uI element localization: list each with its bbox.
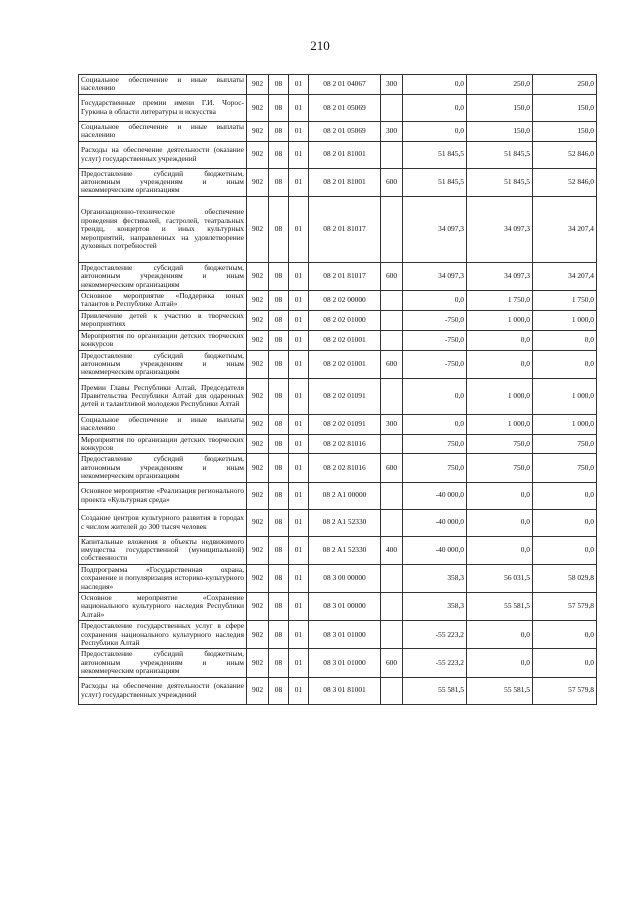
row-value-2: 55 581,5 — [467, 593, 533, 621]
row-section: 08 — [269, 509, 289, 536]
row-subsection: 01 — [289, 677, 309, 704]
row-target-article: 08 2 02 81016 — [309, 434, 381, 454]
row-expense-type — [381, 94, 403, 121]
row-section: 08 — [269, 649, 289, 677]
row-admin-code: 902 — [247, 310, 269, 330]
row-subsection: 01 — [289, 621, 309, 649]
row-value-1: 0,0 — [403, 414, 467, 434]
row-value-2: 34 097,3 — [467, 262, 533, 290]
row-expense-type — [381, 621, 403, 649]
row-target-article: 08 2 01 81017 — [309, 196, 381, 262]
row-value-1: 0,0 — [403, 121, 467, 141]
row-value-3: 750,0 — [533, 434, 597, 454]
row-name: Капитальные вложения в объекты недвижимого имущества государственной (муниципальной) собственности — [79, 536, 247, 564]
table-row — [79, 593, 597, 621]
row-section: 08 — [269, 196, 289, 262]
row-target-article: 08 2 A1 52330 — [309, 536, 381, 564]
row-value-1: 0,0 — [403, 94, 467, 121]
row-target-article: 08 3 00 00000 — [309, 564, 381, 592]
row-name: Социальное обеспечение и иные выплаты населению — [79, 121, 247, 141]
row-name: Расходы на обеспечение деятельности (оказание услуг) государственных учреждений — [79, 141, 247, 168]
table-row — [79, 262, 597, 290]
row-target-article: 08 2 02 81016 — [309, 454, 381, 482]
row-admin-code: 902 — [247, 454, 269, 482]
row-value-1: 750,0 — [403, 434, 467, 454]
row-admin-code: 902 — [247, 378, 269, 414]
table-row — [79, 414, 597, 434]
row-admin-code: 902 — [247, 564, 269, 592]
row-value-2: 51 845,5 — [467, 141, 533, 168]
row-subsection: 01 — [289, 434, 309, 454]
row-admin-code: 902 — [247, 330, 269, 350]
row-admin-code: 902 — [247, 414, 269, 434]
row-value-2: 0,0 — [467, 330, 533, 350]
row-value-3: 150,0 — [533, 94, 597, 121]
row-name: Мероприятия по организации детских творческих конкурсов — [79, 330, 247, 350]
row-value-1: -55 223,2 — [403, 621, 467, 649]
row-target-article: 08 2 02 01000 — [309, 310, 381, 330]
row-expense-type — [381, 509, 403, 536]
row-admin-code: 902 — [247, 434, 269, 454]
row-section: 08 — [269, 454, 289, 482]
row-value-2: 1 000,0 — [467, 414, 533, 434]
row-name: Основное мероприятие «Реализация регионального проекта «Культурная среда» — [79, 482, 247, 509]
row-value-3: 1 000,0 — [533, 378, 597, 414]
table-row — [79, 509, 597, 536]
row-name: Создание центров культурного развития в городах с числом жителей до 300 тысяч человек — [79, 509, 247, 536]
row-subsection: 01 — [289, 414, 309, 434]
row-subsection: 01 — [289, 482, 309, 509]
row-value-2: 0,0 — [467, 536, 533, 564]
row-value-2: 55 581,5 — [467, 677, 533, 704]
table-row — [79, 121, 597, 141]
row-subsection: 01 — [289, 168, 309, 196]
table-row — [79, 94, 597, 121]
row-section: 08 — [269, 621, 289, 649]
row-value-1: 750,0 — [403, 454, 467, 482]
row-section: 08 — [269, 310, 289, 330]
row-value-1: 34 097,3 — [403, 196, 467, 262]
row-admin-code: 902 — [247, 350, 269, 378]
row-value-1: 55 581,5 — [403, 677, 467, 704]
row-value-1: -750,0 — [403, 330, 467, 350]
row-section: 08 — [269, 168, 289, 196]
row-value-2: 1 000,0 — [467, 378, 533, 414]
row-value-3: 0,0 — [533, 536, 597, 564]
row-value-1: 51 845,5 — [403, 168, 467, 196]
row-value-2: 0,0 — [467, 509, 533, 536]
row-subsection: 01 — [289, 121, 309, 141]
table-row — [79, 196, 597, 262]
row-name: Социальное обеспечение и иные выплаты населению — [79, 75, 247, 95]
row-name: Социальное обеспечение и иные выплаты населению — [79, 414, 247, 434]
row-value-3: 0,0 — [533, 509, 597, 536]
row-value-3: 0,0 — [533, 482, 597, 509]
row-admin-code: 902 — [247, 291, 269, 311]
row-value-1: -40 000,0 — [403, 536, 467, 564]
row-admin-code: 902 — [247, 121, 269, 141]
row-value-2: 51 845,5 — [467, 168, 533, 196]
row-expense-type: 600 — [381, 168, 403, 196]
row-admin-code: 902 — [247, 536, 269, 564]
row-value-2: 150,0 — [467, 121, 533, 141]
row-admin-code: 902 — [247, 196, 269, 262]
row-admin-code: 902 — [247, 482, 269, 509]
row-admin-code: 902 — [247, 621, 269, 649]
row-section: 08 — [269, 262, 289, 290]
row-section: 08 — [269, 330, 289, 350]
row-admin-code: 902 — [247, 509, 269, 536]
row-target-article: 08 2 02 01091 — [309, 414, 381, 434]
row-name: Премии Главы Республики Алтай, Председателя Правительства Республики Алтай для одаренных детей и талантливой молодежи Республики Алтай — [79, 378, 247, 414]
row-value-3: 750,0 — [533, 454, 597, 482]
table-row — [79, 378, 597, 414]
row-target-article: 08 2 A1 00000 — [309, 482, 381, 509]
row-value-1: -750,0 — [403, 310, 467, 330]
row-admin-code: 902 — [247, 677, 269, 704]
row-expense-type: 600 — [381, 262, 403, 290]
row-value-3: 57 579,8 — [533, 593, 597, 621]
row-subsection: 01 — [289, 94, 309, 121]
row-section: 08 — [269, 414, 289, 434]
table-row — [79, 291, 597, 311]
row-name: Предоставление субсидий бюджетным, автономным учреждениям и иным некоммерческим организациям — [79, 649, 247, 677]
row-section: 08 — [269, 482, 289, 509]
row-target-article: 08 3 01 00000 — [309, 593, 381, 621]
row-section: 08 — [269, 677, 289, 704]
row-section: 08 — [269, 75, 289, 95]
row-value-3: 0,0 — [533, 621, 597, 649]
row-expense-type — [381, 330, 403, 350]
row-name: Предоставление государственных услуг в сфере сохранения национального культурного наследия Республики Алтай — [79, 621, 247, 649]
row-subsection: 01 — [289, 378, 309, 414]
table-row — [79, 564, 597, 592]
row-name: Организационно-техническое обеспечение проведения фестивалей, гастролей, театральных трендц, концертов и иных культурных мероприятий, направленных на удовлетворение духовных потребностей — [79, 196, 247, 262]
row-expense-type: 600 — [381, 454, 403, 482]
row-expense-type: 300 — [381, 75, 403, 95]
row-admin-code: 902 — [247, 262, 269, 290]
row-value-3: 58 029,8 — [533, 564, 597, 592]
row-value-1: -40 000,0 — [403, 482, 467, 509]
row-value-1: -55 223,2 — [403, 649, 467, 677]
row-name: Предоставление субсидий бюджетным, автономным учреждениям и иным некоммерческим организациям — [79, 262, 247, 290]
row-subsection: 01 — [289, 310, 309, 330]
row-subsection: 01 — [289, 262, 309, 290]
row-name: Основное мероприятие «Сохранение национального культурного наследия Республики Алтай» — [79, 593, 247, 621]
row-name: Подпрограмма «Государственная охрана, сохранение и популяризация историко-культурного наследия» — [79, 564, 247, 592]
row-value-2: 0,0 — [467, 482, 533, 509]
table-row — [79, 434, 597, 454]
row-target-article: 08 2 01 81001 — [309, 141, 381, 168]
row-subsection: 01 — [289, 141, 309, 168]
row-value-2: 250,0 — [467, 75, 533, 95]
row-subsection: 01 — [289, 564, 309, 592]
row-name: Мероприятия по организации детских творческих конкурсов — [79, 434, 247, 454]
row-expense-type — [381, 196, 403, 262]
row-subsection: 01 — [289, 330, 309, 350]
row-value-1: -750,0 — [403, 350, 467, 378]
row-value-1: 34 097,3 — [403, 262, 467, 290]
row-admin-code: 902 — [247, 168, 269, 196]
table-body — [79, 75, 597, 705]
row-name: Государственные премии имени Г.И. Чорос-Гуркина в области литературы и искусства — [79, 94, 247, 121]
row-name: Предоставление субсидий бюджетным, автономным учреждениям и иным некоммерческим организациям — [79, 454, 247, 482]
row-target-article: 08 3 01 81001 — [309, 677, 381, 704]
row-target-article: 08 2 01 04067 — [309, 75, 381, 95]
row-value-3: 1 000,0 — [533, 414, 597, 434]
row-target-article: 08 2 01 05069 — [309, 121, 381, 141]
row-value-1: 51 845,5 — [403, 141, 467, 168]
row-value-3: 250,0 — [533, 75, 597, 95]
row-section: 08 — [269, 593, 289, 621]
row-subsection: 01 — [289, 593, 309, 621]
row-value-2: 750,0 — [467, 454, 533, 482]
row-section: 08 — [269, 378, 289, 414]
row-expense-type — [381, 564, 403, 592]
row-subsection: 01 — [289, 536, 309, 564]
row-name: Привлечение детей к участию в творческих мероприятиях — [79, 310, 247, 330]
row-value-1: 0,0 — [403, 75, 467, 95]
table-row — [79, 141, 597, 168]
row-value-1: 358,3 — [403, 593, 467, 621]
row-value-3: 0,0 — [533, 649, 597, 677]
row-expense-type — [381, 434, 403, 454]
row-admin-code: 902 — [247, 593, 269, 621]
table-row — [79, 649, 597, 677]
table-row — [79, 168, 597, 196]
row-section: 08 — [269, 121, 289, 141]
row-value-2: 0,0 — [467, 649, 533, 677]
row-subsection: 01 — [289, 649, 309, 677]
table-row — [79, 536, 597, 564]
row-expense-type: 400 — [381, 536, 403, 564]
row-value-1: 358,3 — [403, 564, 467, 592]
row-section: 08 — [269, 536, 289, 564]
row-expense-type: 600 — [381, 649, 403, 677]
row-expense-type — [381, 482, 403, 509]
row-section: 08 — [269, 141, 289, 168]
budget-table — [78, 74, 597, 705]
row-admin-code: 902 — [247, 649, 269, 677]
row-section: 08 — [269, 564, 289, 592]
row-value-3: 52 846,0 — [533, 141, 597, 168]
row-value-3: 1 000,0 — [533, 310, 597, 330]
row-value-3: 57 579,8 — [533, 677, 597, 704]
row-target-article: 08 2 02 01001 — [309, 350, 381, 378]
row-subsection: 01 — [289, 350, 309, 378]
row-expense-type — [381, 291, 403, 311]
row-name: Основное мероприятие «Поддержка юных талантов в Республике Алтай» — [79, 291, 247, 311]
table-row — [79, 621, 597, 649]
row-admin-code: 902 — [247, 75, 269, 95]
row-section: 08 — [269, 291, 289, 311]
row-name: Расходы на обеспечение деятельности (оказание услуг) государственных учреждений — [79, 677, 247, 704]
row-subsection: 01 — [289, 196, 309, 262]
page-number: 210 — [310, 38, 330, 53]
row-value-2: 0,0 — [467, 350, 533, 378]
row-value-2: 34 097,3 — [467, 196, 533, 262]
row-value-1: -40 000,0 — [403, 509, 467, 536]
row-name: Предоставление субсидий бюджетным, автономным учреждениям и иным некоммерческим организациям — [79, 350, 247, 378]
row-target-article: 08 2 A1 52330 — [309, 509, 381, 536]
row-target-article: 08 2 02 01091 — [309, 378, 381, 414]
table-row — [79, 330, 597, 350]
table-row — [79, 482, 597, 509]
row-expense-type — [381, 593, 403, 621]
row-value-1: 0,0 — [403, 291, 467, 311]
row-expense-type — [381, 378, 403, 414]
row-value-3: 34 207,4 — [533, 196, 597, 262]
row-target-article: 08 3 01 01000 — [309, 621, 381, 649]
row-subsection: 01 — [289, 291, 309, 311]
row-value-3: 150,0 — [533, 121, 597, 141]
table-row — [79, 350, 597, 378]
row-target-article: 08 2 02 01001 — [309, 330, 381, 350]
table-row — [79, 454, 597, 482]
row-value-3: 34 207,4 — [533, 262, 597, 290]
row-value-3: 0,0 — [533, 350, 597, 378]
row-expense-type — [381, 310, 403, 330]
table-row — [79, 310, 597, 330]
row-value-2: 0,0 — [467, 621, 533, 649]
row-expense-type: 600 — [381, 350, 403, 378]
row-value-2: 750,0 — [467, 434, 533, 454]
row-expense-type: 300 — [381, 414, 403, 434]
row-value-3: 0,0 — [533, 330, 597, 350]
row-expense-type: 300 — [381, 121, 403, 141]
row-section: 08 — [269, 94, 289, 121]
row-target-article: 08 2 02 00000 — [309, 291, 381, 311]
row-value-2: 56 031,5 — [467, 564, 533, 592]
row-target-article: 08 3 01 01000 — [309, 649, 381, 677]
row-value-3: 52 846,0 — [533, 168, 597, 196]
row-target-article: 08 2 01 81017 — [309, 262, 381, 290]
row-value-3: 1 750,0 — [533, 291, 597, 311]
row-value-2: 1 750,0 — [467, 291, 533, 311]
table-row — [79, 677, 597, 704]
row-subsection: 01 — [289, 75, 309, 95]
row-name: Предоставление субсидий бюджетным, автономным учреждениям и иным некоммерческим организациям — [79, 168, 247, 196]
row-admin-code: 902 — [247, 141, 269, 168]
row-target-article: 08 2 01 05069 — [309, 94, 381, 121]
row-subsection: 01 — [289, 454, 309, 482]
row-expense-type — [381, 141, 403, 168]
row-value-2: 1 000,0 — [467, 310, 533, 330]
row-section: 08 — [269, 350, 289, 378]
row-value-1: 0,0 — [403, 378, 467, 414]
table-row — [79, 75, 597, 95]
row-admin-code: 902 — [247, 94, 269, 121]
row-subsection: 01 — [289, 509, 309, 536]
row-section: 08 — [269, 434, 289, 454]
row-expense-type — [381, 677, 403, 704]
row-target-article: 08 2 01 81001 — [309, 168, 381, 196]
row-value-2: 150,0 — [467, 94, 533, 121]
